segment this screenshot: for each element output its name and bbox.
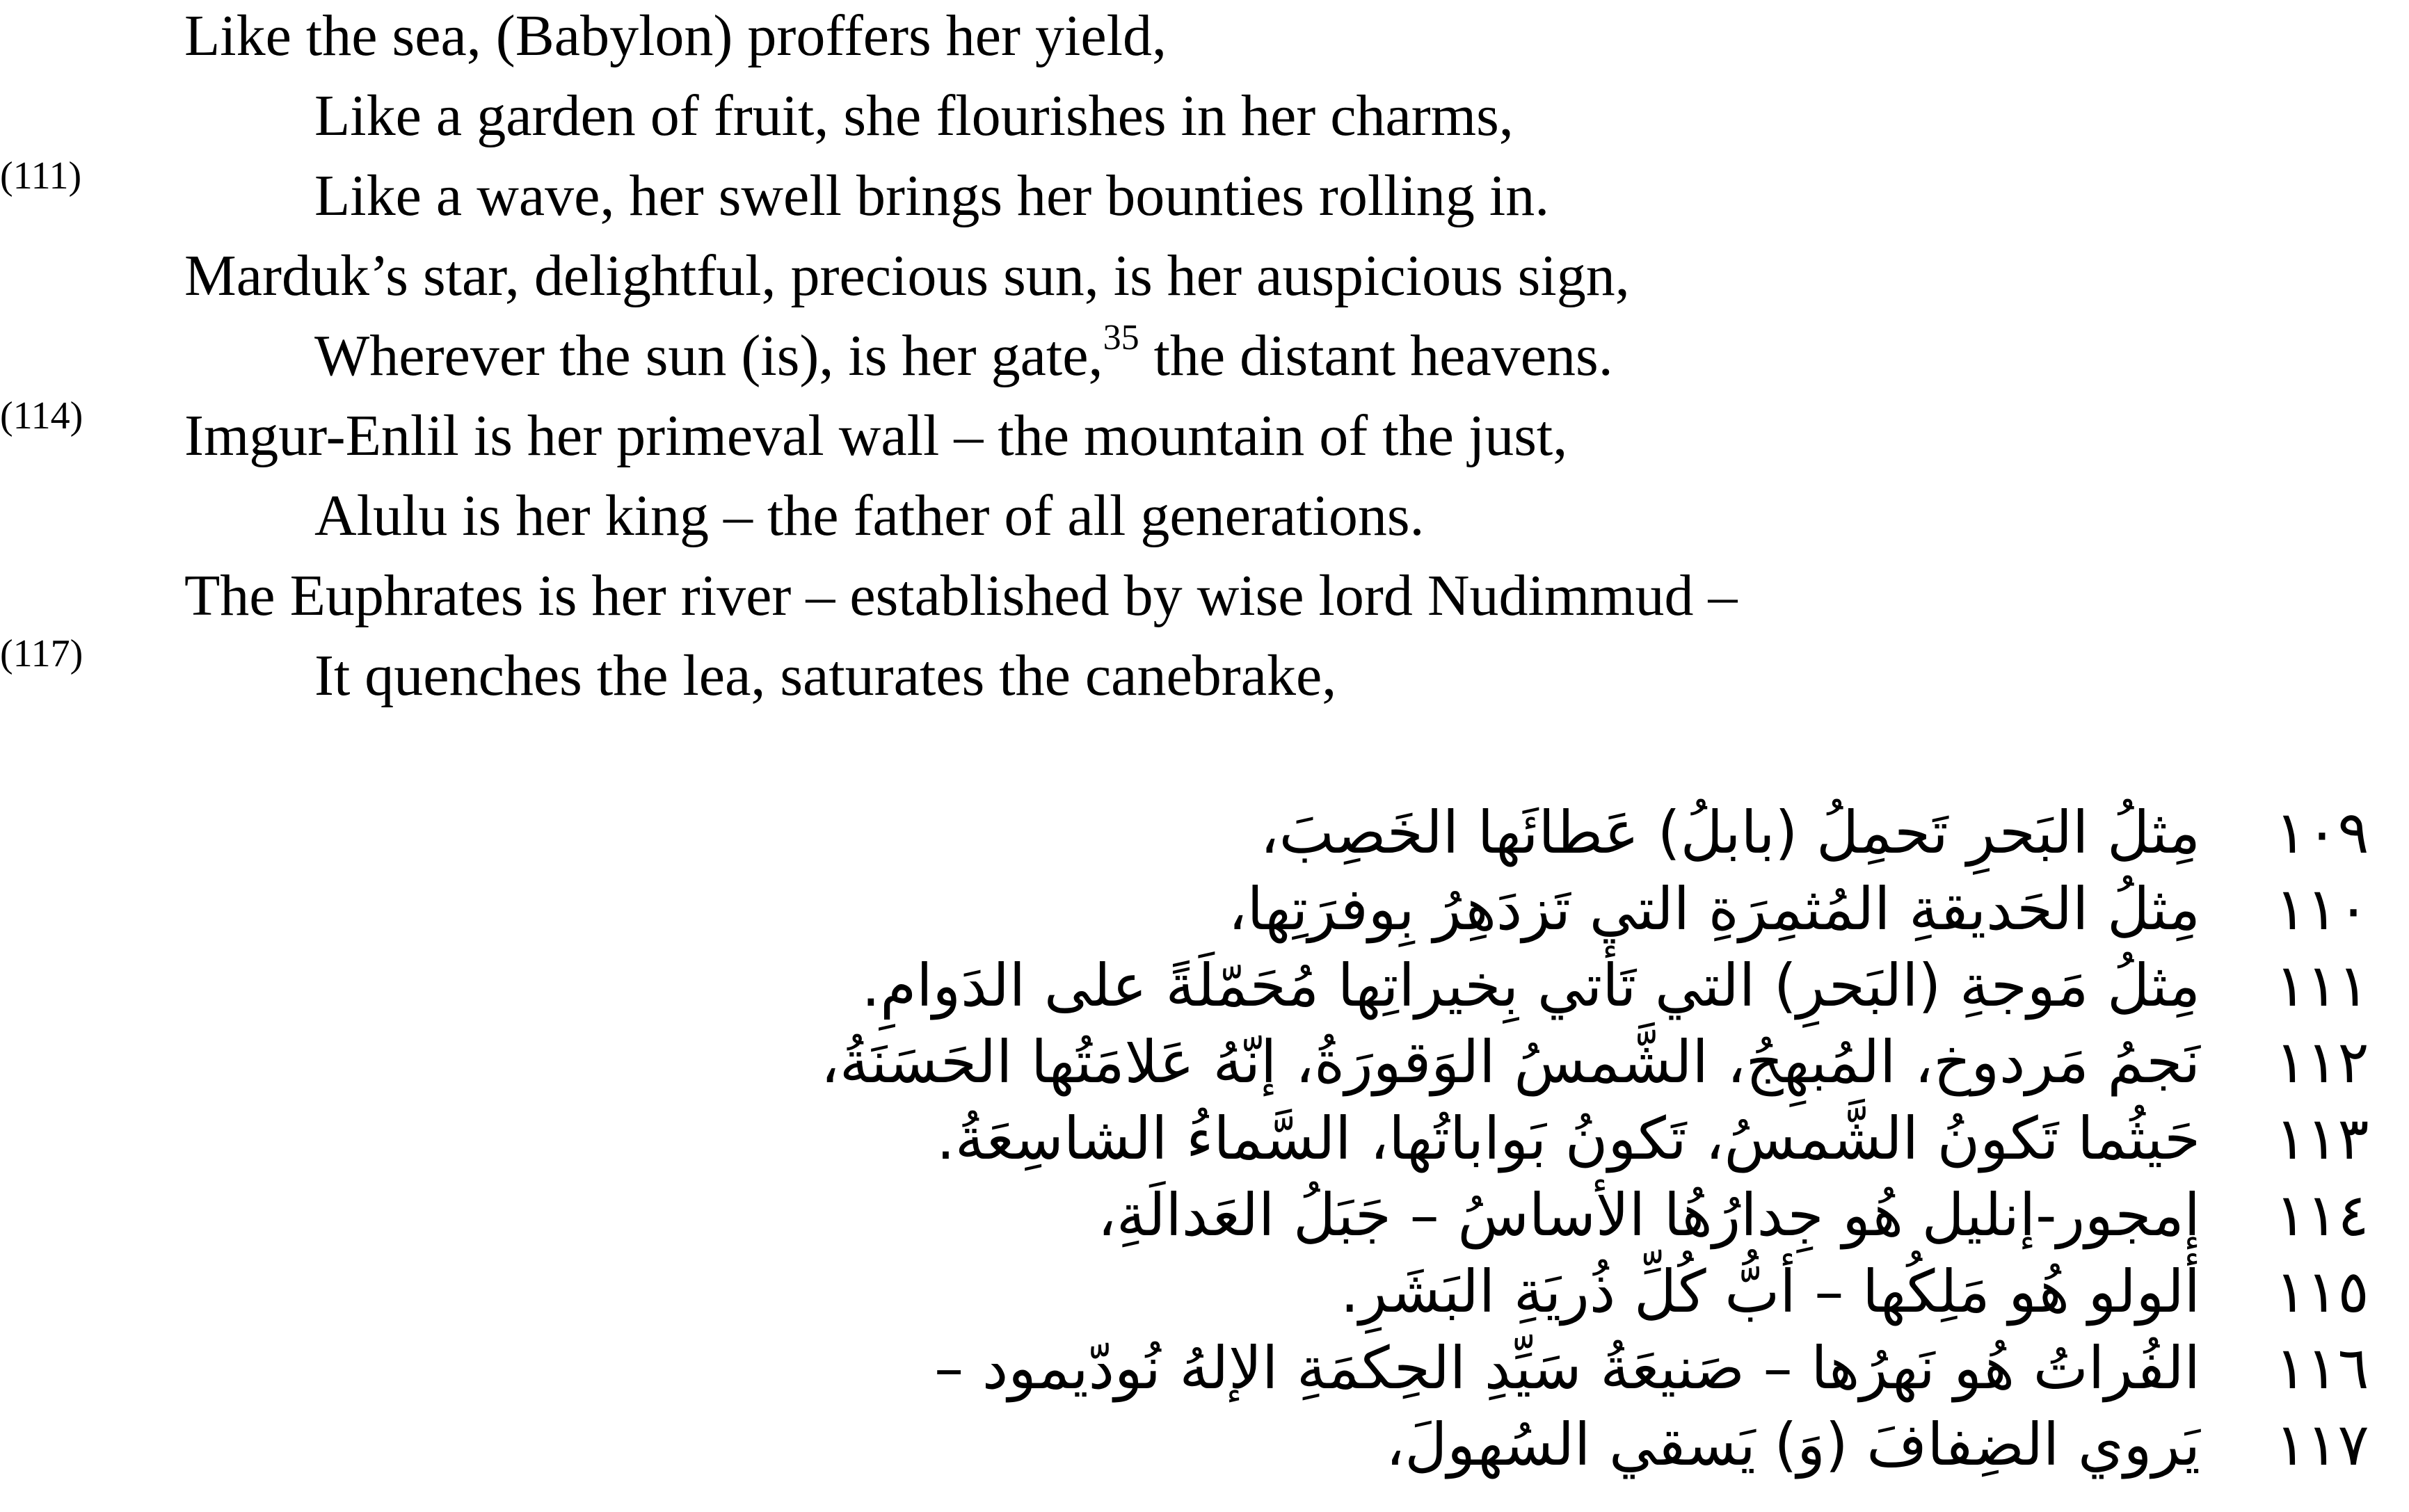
arabic-line-7: ألولو هُو مَلِكُها – أبُّ كُلِّ ذُريَةِ البَشَرِ. bbox=[1340, 1257, 2200, 1326]
english-line-number: (114) bbox=[0, 394, 83, 437]
arabic-line-number: ١١٥ bbox=[2275, 1257, 2369, 1326]
arabic-line-2: مِثلُ الحَديقةِ المُثمِرَةِ التي تَزدَهِرُ بِوفرَتِها، bbox=[1228, 875, 2200, 943]
arabic-line-number: ١١٧ bbox=[2275, 1410, 2369, 1479]
arabic-line-3: مِثلُ مَوجةِ (البَحرِ) التي تَأتي بِخيراتِها مُحَمّلَةً على الدَوامِ. bbox=[861, 951, 2200, 1020]
english-line-number: (117) bbox=[0, 632, 83, 675]
english-line-7: Alulu is her king – the father of all generations. bbox=[314, 483, 1425, 548]
arabic-line-4: نَجمُ مَردوخ، المُبهِجُ، الشَّمسُ الوَقورَةُ، إنّهُ عَلامَتُها الحَسَنَةُ، bbox=[820, 1028, 2200, 1096]
arabic-line-8: الفُراتُ هُو نَهرُها – صَنيعَةُ سَيِّدِ الحِكمَةِ الإلهُ نُودّيمود – bbox=[934, 1334, 2200, 1402]
english-line-8: The Euphrates is her river – established by wise lord Nudimmud – bbox=[184, 563, 1738, 628]
english-line-4: Marduk’s star, delightful, precious sun, is her auspicious sign, bbox=[184, 243, 1630, 308]
footnote-marker: 35 bbox=[1103, 318, 1139, 357]
arabic-line-5: حَيثُما تَكونُ الشَّمسُ، تَكونُ بَواباتُها، السَّماءُ الشاسِعَةُ. bbox=[936, 1104, 2200, 1173]
arabic-line-1: مِثلُ البَحرِ تَحمِلُ (بابلُ) عَطائَها الخَصِبَ، bbox=[1260, 798, 2200, 867]
english-line-3: Like a wave, her swell brings her bounties rolling in. bbox=[314, 163, 1550, 228]
arabic-line-number: ١١٤ bbox=[2275, 1181, 2369, 1249]
english-line-9: It quenches the lea, saturates the canebrake, bbox=[314, 643, 1337, 708]
english-line-2: Like a garden of fruit, she flourishes in her charms, bbox=[314, 83, 1514, 148]
arabic-line-6: إمجور-إنليل هُو جِدارُهُا الأساسُ – جَبَلُ العَدالَةِ، bbox=[1097, 1181, 2200, 1249]
english-line-number: (111) bbox=[0, 154, 82, 198]
arabic-line-number: ١١٢ bbox=[2275, 1028, 2369, 1096]
arabic-line-number: ١١٠ bbox=[2275, 875, 2369, 943]
arabic-line-9: يَروي الضِفافَ (وَ) يَسقي السُهولَ، bbox=[1386, 1410, 2200, 1479]
english-line-5-before: Wherever the sun (is), is her gate, bbox=[314, 323, 1103, 388]
english-line-5 bbox=[314, 318, 1613, 388]
english-line-6: Imgur-Enlil is her primeval wall – the mountain of the just, bbox=[184, 403, 1568, 468]
arabic-line-number: ١١٣ bbox=[2275, 1104, 2369, 1173]
arabic-line-number: ١١١ bbox=[2275, 951, 2369, 1020]
english-line-5-after: the distant heavens. bbox=[1139, 323, 1613, 388]
arabic-line-number: ١٠٩ bbox=[2275, 798, 2369, 867]
english-line-1: Like the sea, (Babylon) proffers her yield, bbox=[184, 3, 1167, 68]
arabic-line-number: ١١٦ bbox=[2275, 1334, 2369, 1402]
